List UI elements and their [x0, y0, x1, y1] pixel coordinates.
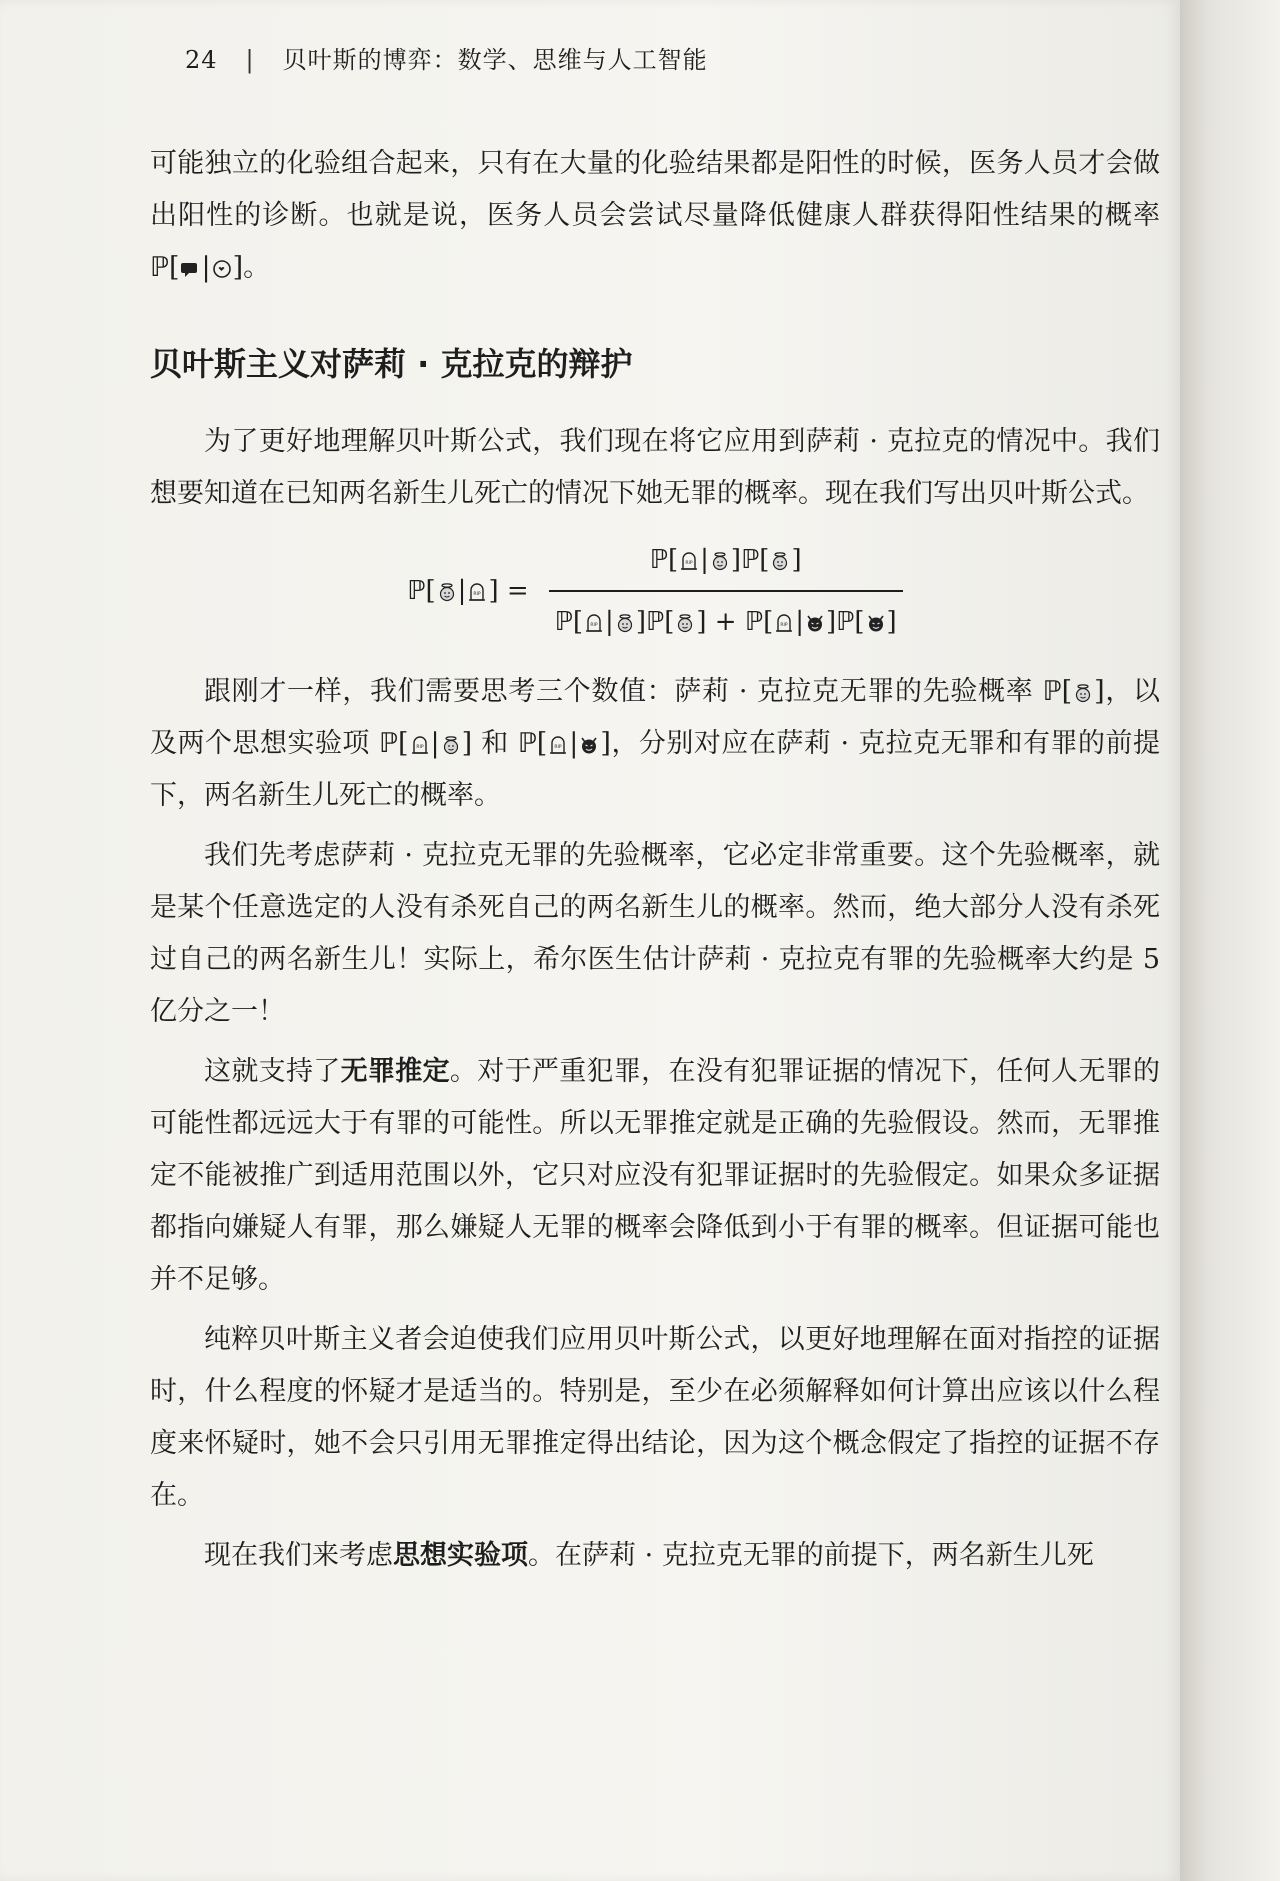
- bracket-close: ]: [488, 576, 499, 606]
- bar-symbol: |: [700, 545, 709, 575]
- devil-icon: [579, 735, 599, 755]
- bracket-close: ]: [791, 545, 802, 575]
- prob-symbol: ℙ: [836, 607, 855, 637]
- paragraph-5: 纯粹贝叶斯主义者会迫使我们应用贝叶斯公式，以更好地理解在面对指控的证据时，什么程度的怀疑才是适当的。特别是，至少在必须解释如何计算出应该以什么程度来怀疑时，她不会只引用无罪推定得出结论，因为这个概念假定了指控的证据不存在。: [150, 1324, 1160, 1511]
- bracket-close: ]: [826, 607, 837, 637]
- paragraph-6: [150, 1530, 1160, 1582]
- paragraph-0-tail: 。: [243, 252, 271, 283]
- bayes-formula: [150, 534, 1160, 648]
- page-number: 24: [185, 46, 218, 74]
- speech-icon: [180, 259, 200, 279]
- bracket-open: [: [572, 607, 584, 637]
- bracket-open: [: [664, 607, 675, 637]
- bracket-close: ]: [232, 252, 244, 283]
- bracket-close: ]: [696, 607, 707, 637]
- prob-symbol: ℙ: [517, 728, 537, 759]
- paragraph-0: [150, 138, 1160, 294]
- bracket-open: [: [763, 607, 774, 637]
- bar-symbol: |: [795, 607, 804, 637]
- term-presumption-of-innocence: 无罪推定: [340, 1056, 450, 1087]
- formula-denominator: [549, 590, 903, 648]
- bar-symbol: |: [605, 607, 614, 637]
- bar-symbol: |: [430, 728, 440, 759]
- body-text: [150, 138, 1160, 1590]
- tombstone-label: RIP: [415, 745, 424, 750]
- book-title: 贝叶斯的博弈：数学、思维与人工智能: [282, 46, 708, 74]
- prob-symbol: ℙ: [407, 576, 426, 606]
- paragraph-2-b: ，以及两个思想实验项: [150, 676, 1160, 759]
- paragraph-4-b: 。对于严重犯罪，在没有犯罪证据的情况下，任何人无罪的可能性都远远大于有罪的可能性。所以无罪推定就是正确的先验假设。然而，无罪推定不能被推广到适用范围以外，它只对应没有犯罪证据时的先验假定。如果众多证据都指向嫌疑人有罪，那么嫌疑人无罪的概率会降低到小于有罪的概率。但证据可能也并不足够。: [150, 1056, 1161, 1295]
- prob-symbol: ℙ: [150, 252, 169, 283]
- bracket-close: ]: [1094, 676, 1105, 707]
- tombstone-icon: [410, 735, 430, 755]
- devil-icon: [805, 613, 825, 633]
- paragraph-1: 为了更好地理解贝叶斯公式，我们现在将它应用到萨莉 · 克拉克的情况中。我们想要知道在已知两名新生儿死亡的情况下她无罪的概率。现在我们写出贝叶斯公式。: [150, 426, 1160, 509]
- prob-symbol: ℙ: [649, 545, 668, 575]
- section-title: 贝叶斯主义对萨莉 · 克拉克的辩护: [150, 345, 633, 383]
- paragraph-2: [150, 666, 1160, 822]
- paragraph-2-d: ，分别对应在萨莉 · 克拉克无罪和有罪的前提下，两名新生儿死亡的概率。: [150, 728, 1161, 811]
- prob-symbol: ℙ: [741, 545, 760, 575]
- bracket-open: [: [425, 576, 436, 606]
- paragraph-2-a: 跟刚才一样，我们需要思考三个数值：萨莉 · 克拉克无罪的先验概率: [204, 676, 1034, 707]
- paragraph-6-a: 现在我们来考虑: [204, 1540, 393, 1571]
- bracket-open: [: [667, 545, 679, 575]
- paragraph-6-b: 。在萨莉 · 克拉克无罪的前提下，两名新生儿死: [528, 1540, 1094, 1571]
- bracket-open: [: [759, 545, 770, 575]
- bracket-close: ]: [886, 607, 897, 637]
- bracket-open: [: [536, 728, 548, 759]
- paragraph-2-c: 和: [481, 728, 509, 759]
- equals-symbol: =: [506, 576, 529, 606]
- angel-icon: [437, 582, 457, 602]
- formula-numerator: [644, 534, 808, 590]
- bar-symbol: |: [569, 728, 579, 759]
- bracket-close: ]: [600, 728, 611, 759]
- angel-icon: [710, 551, 730, 571]
- bar-symbol: |: [457, 576, 467, 606]
- tombstone-icon: [679, 551, 699, 571]
- prob-symbol: ℙ: [379, 728, 398, 759]
- tombstone-icon: [774, 613, 794, 633]
- formula-lhs: [407, 565, 528, 617]
- tombstone-label: RIP: [590, 623, 598, 628]
- bracket-close: ]: [461, 728, 473, 759]
- tombstone-label: RIP: [685, 561, 693, 566]
- paragraph-4-a: 这就支持了: [204, 1056, 341, 1087]
- bracket-open: [: [854, 607, 865, 637]
- adjacent-page-edge: [1180, 0, 1280, 1881]
- bracket-open: [: [397, 728, 409, 759]
- tombstone-icon: [584, 613, 604, 633]
- running-head: [185, 40, 708, 75]
- bar-symbol: |: [201, 252, 211, 283]
- paragraph-4: [150, 1046, 1160, 1306]
- bracket-open: [: [168, 252, 180, 283]
- tombstone-icon: [548, 735, 568, 755]
- prob-symbol: ℙ: [1042, 676, 1062, 707]
- prob-symbol: ℙ: [744, 607, 764, 637]
- term-thought-experiment: 思想实验项: [393, 1540, 528, 1571]
- heart-face-icon: [212, 259, 232, 279]
- paragraph-0-text: 可能独立的化验组合起来，只有在大量的化验结果都是阳性的时候，医务人员才会做出阳性的诊断。也就是说，医务人员会尝试尽量降低健康人群获得阳性结果的概率: [150, 148, 1160, 231]
- angel-icon: [615, 613, 635, 633]
- angel-icon: [1073, 683, 1093, 703]
- prob-symbol: ℙ: [554, 607, 573, 637]
- header-separator: |: [245, 46, 255, 74]
- prob-symbol: ℙ: [645, 607, 665, 637]
- bracket-open: [: [1061, 676, 1073, 707]
- paragraph-3: 我们先考虑萨莉 · 克拉克无罪的先验概率，它必定非常重要。这个先验概率，就是某个任意选定的人没有杀死自己的两名新生儿的概率。然而，绝大部分人没有杀死过自己的两名新生儿！实际上，希尔医生估计萨莉 · 克拉克有罪的先验概率大约是 5 亿分之一！: [150, 840, 1160, 1027]
- tombstone-label: RIP: [473, 592, 482, 597]
- angel-icon: [441, 735, 461, 755]
- tombstone-label: RIP: [780, 623, 788, 628]
- tombstone-label: RIP: [554, 745, 562, 750]
- angel-icon: [675, 613, 695, 633]
- devil-icon: [866, 613, 886, 633]
- angel-icon: [770, 551, 790, 571]
- tombstone-icon: [467, 582, 487, 602]
- plus-symbol: +: [714, 607, 737, 637]
- bracket-close: ]: [635, 607, 646, 637]
- formula-fraction: [549, 534, 903, 648]
- bracket-close: ]: [730, 545, 742, 575]
